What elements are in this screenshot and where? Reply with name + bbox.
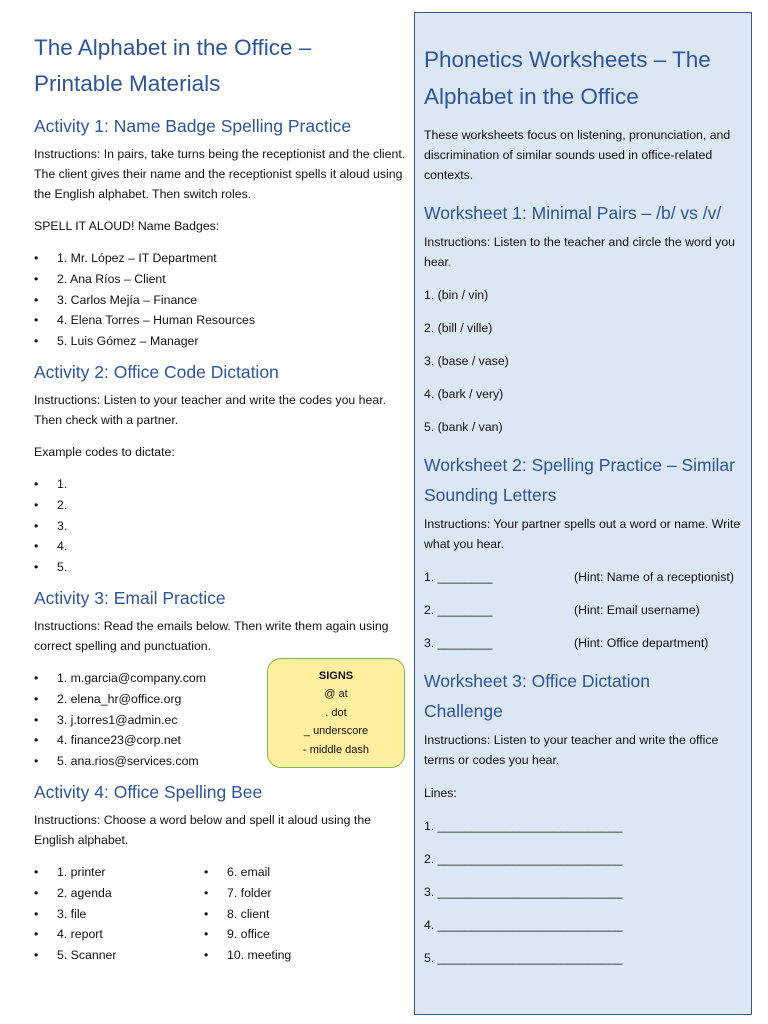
list-item: • 1. printer — [34, 862, 204, 883]
activity-4 — [34, 780, 406, 974]
worksheet-2-heading-line1: Worksheet 2: Spelling Practice – Similar — [424, 455, 735, 475]
activity-2-subtitle: Example codes to dictate: — [34, 444, 175, 459]
code-list — [34, 474, 406, 578]
page-title — [34, 30, 406, 102]
list-item: • 2. elena_hr@office.org — [34, 689, 406, 710]
answer-blank: 3. ________ — [424, 636, 493, 650]
list-item: • 2. agenda — [34, 883, 204, 904]
dictation-line: 1. ___________________________ — [424, 819, 623, 833]
activity-1-heading: Activity 1: Name Badge Spelling Practice — [34, 116, 352, 136]
list-item: • 5. ana.rios@services.com — [34, 751, 406, 772]
sign-line: . dot — [325, 706, 347, 719]
page-title-line1: The Alphabet in the Office – — [34, 35, 312, 60]
spelling-row — [424, 600, 741, 620]
answer-blank: 1. ________ — [424, 570, 493, 584]
sign-line: _ underscore — [303, 725, 369, 738]
dictation-line: 2. ___________________________ — [424, 852, 623, 866]
minimal-pair: 1. (bin / vin) — [424, 288, 489, 302]
list-item: • 4. — [34, 536, 406, 557]
dictation-line: 4. ___________________________ — [424, 918, 623, 932]
list-item: • 10. meeting — [204, 945, 374, 966]
activity-2-instructions: Instructions: Listen to your teacher and write the codes you hear. Then check with a partner. — [34, 392, 387, 427]
spelling-row — [424, 567, 741, 587]
minimal-pair: 5. (bank / van) — [424, 420, 503, 434]
worksheet-3-heading-line2: Challenge — [424, 701, 503, 721]
activity-2-heading: Activity 2: Office Code Dictation — [34, 361, 279, 382]
spelling-row — [424, 633, 741, 653]
panel-title-line1: Phonetics Worksheets – The — [424, 47, 711, 72]
worksheet-3-instructions: Instructions: Listen to your teacher and write the office terms or codes you hear. — [424, 733, 719, 767]
minimal-pair: 3. (base / vase) — [424, 354, 509, 368]
list-item: • 2. — [34, 495, 406, 516]
word-list-col2 — [204, 862, 374, 966]
word-columns — [34, 862, 406, 974]
email-section — [34, 668, 406, 772]
list-item: • 4. finance23@corp.net — [34, 730, 406, 751]
worksheet-3-heading-line1: Worksheet 3: Office Dictation — [424, 671, 650, 691]
signs-callout — [267, 658, 405, 768]
list-item: • 3. file — [34, 904, 204, 925]
panel-title — [424, 41, 741, 115]
list-item: • 5. — [34, 557, 406, 578]
activity-1-instructions: Instructions: In pairs, take turns being the receptionist and the client. The client gives their name and the receptionist spells it aloud using the English alphabet. Then switch roles. — [34, 147, 406, 201]
page-title-line2: Printable Materials — [34, 71, 221, 96]
activity-3-instructions: Instructions: Read the emails below. Then write them again using correct spelling and punctuation. — [34, 618, 389, 653]
list-item: • 6. email — [204, 862, 374, 883]
answer-blank: 2. ________ — [424, 603, 493, 617]
signs-title: SIGNS — [318, 669, 354, 682]
worksheet-2-heading-line2: Sounding Letters — [424, 485, 557, 505]
worksheet-2-heading — [424, 450, 741, 510]
list-item: • 1. Mr. López – IT Department — [34, 248, 406, 269]
hint-text: (Hint: Email username) — [574, 603, 700, 617]
list-item: • 7. folder — [204, 883, 374, 904]
panel-title-line2: Alphabet in the Office — [424, 84, 639, 109]
phonetics-panel — [414, 12, 752, 1015]
list-item: • 8. client — [204, 904, 374, 925]
worksheet-1-heading: Worksheet 1: Minimal Pairs – /b/ vs /v/ — [424, 203, 722, 223]
lines-label: Lines: — [424, 786, 457, 800]
name-badge-list — [34, 248, 406, 352]
activity-1 — [34, 114, 406, 352]
list-item: • 9. office — [204, 924, 374, 945]
list-item: • 3. — [34, 516, 406, 537]
worksheet-2-instructions: Instructions: Your partner spells out a word or name. Write what you hear. — [424, 517, 741, 551]
dictation-line: 3. ___________________________ — [424, 885, 623, 899]
minimal-pair: 4. (bark / very) — [424, 387, 504, 401]
activity-2 — [34, 360, 406, 578]
activity-4-heading: Activity 4: Office Spelling Bee — [34, 781, 263, 802]
sign-line: @ at — [324, 688, 348, 701]
worksheet-3-heading — [424, 666, 741, 726]
activity-3-heading: Activity 3: Email Practice — [34, 587, 226, 608]
activity-3 — [34, 586, 406, 772]
list-item: • 3. j.torres1@admin.ec — [34, 710, 406, 731]
minimal-pair: 2. (bill / ville) — [424, 321, 493, 335]
list-item: • 1. — [34, 474, 406, 495]
hint-text: (Hint: Office department) — [574, 636, 709, 650]
word-list-col1 — [34, 862, 204, 966]
activity-1-subtitle: SPELL IT ALOUD! Name Badges: — [34, 219, 220, 233]
left-column — [34, 30, 406, 978]
list-item: • 5. Scanner — [34, 945, 204, 966]
list-item: • 3. Carlos Mejía – Finance — [34, 290, 406, 311]
list-item: • 4. Elena Torres – Human Resources — [34, 310, 406, 331]
panel-intro: These worksheets focus on listening, pronunciation, and discrimination of similar sounds used in office-related contexts. — [424, 128, 731, 182]
sign-line: - middle dash — [302, 743, 370, 756]
list-item: • 1. m.garcia@company.com — [34, 668, 406, 689]
list-item: • 2. Ana Ríos – Client — [34, 269, 406, 290]
worksheet-1-instructions: Instructions: Listen to the teacher and circle the word you hear. — [424, 235, 736, 269]
dictation-line: 5. ___________________________ — [424, 951, 623, 965]
list-item: • 4. report — [34, 924, 204, 945]
activity-4-instructions: Instructions: Choose a word below and spell it aloud using the English alphabet. — [34, 812, 371, 847]
list-item: • 5. Luis Gómez – Manager — [34, 331, 406, 352]
hint-text: (Hint: Name of a receptionist) — [574, 570, 734, 584]
